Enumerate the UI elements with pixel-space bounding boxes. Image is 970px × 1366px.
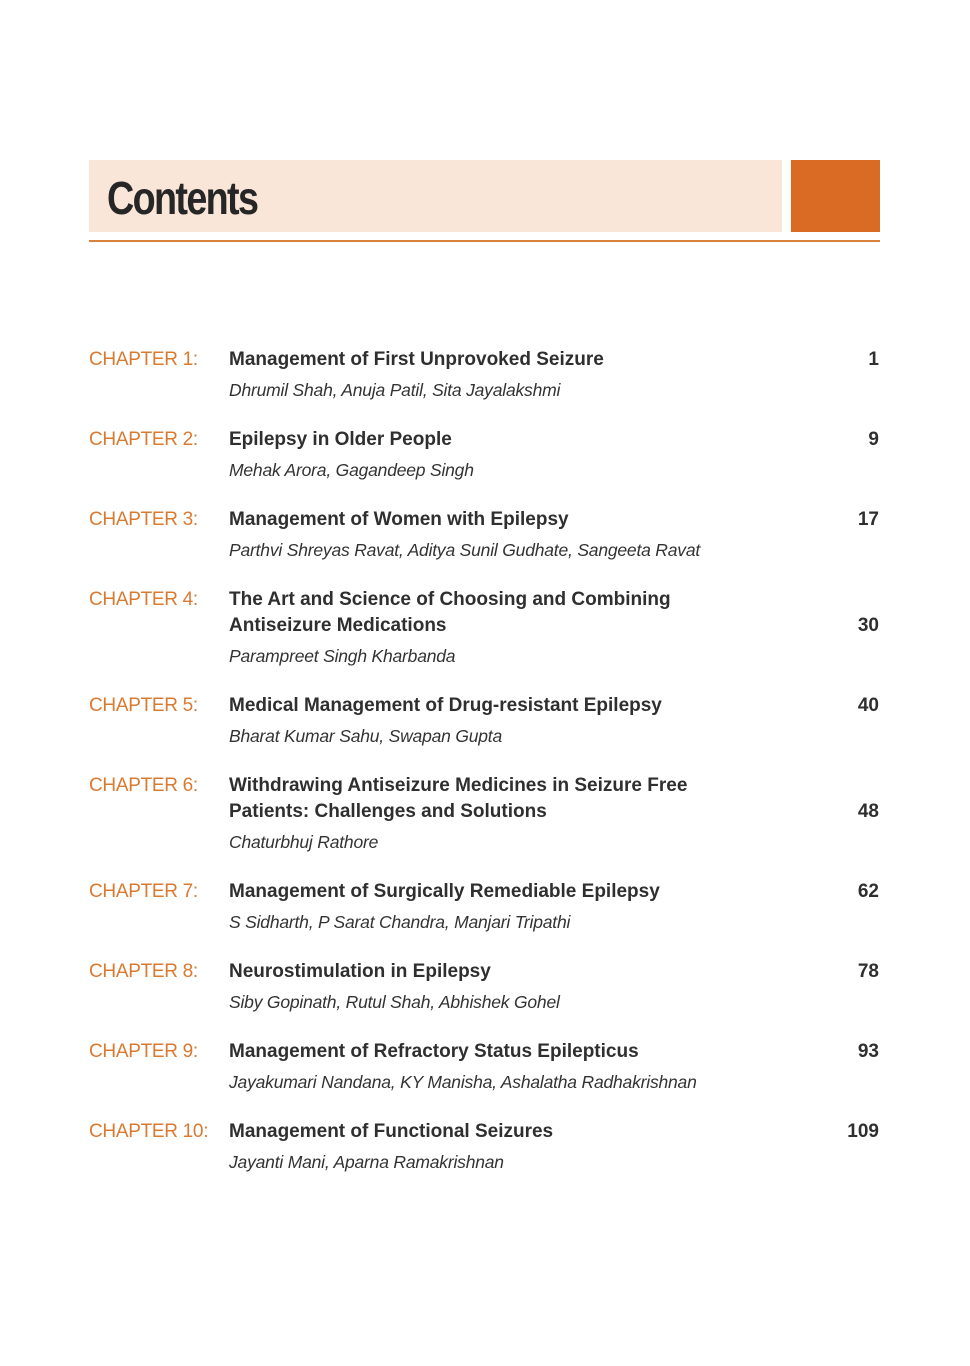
chapter-label: CHAPTER 7: xyxy=(89,881,198,902)
chapter-title-row xyxy=(229,1039,879,1065)
page-number: 62 xyxy=(857,881,879,902)
chapter-label: CHAPTER 10: xyxy=(89,1121,209,1142)
page-number: 40 xyxy=(857,695,879,716)
chapter-title[interactable] xyxy=(229,1119,819,1145)
table-of-contents xyxy=(89,347,879,1199)
chapter-title-line: Medical Management of Drug-resistant Epilepsy xyxy=(229,695,662,716)
page-number: 48 xyxy=(857,801,879,822)
chapter-title-line: Management of Refractory Status Epilepticus xyxy=(229,1041,639,1062)
toc-entry[interactable] xyxy=(89,507,879,565)
chapter-body xyxy=(229,507,879,565)
page-number: 30 xyxy=(857,615,879,636)
toc-entry[interactable] xyxy=(89,879,879,937)
chapter-title-row xyxy=(229,773,879,825)
chapter-title[interactable] xyxy=(229,959,819,985)
contents-header-band xyxy=(89,160,782,232)
chapter-body xyxy=(229,773,879,857)
chapter-title-line: Management of Functional Seizures xyxy=(229,1121,554,1142)
toc-entry[interactable] xyxy=(89,587,879,671)
chapter-title-line: The Art and Science of Choosing and Combining xyxy=(229,589,671,610)
chapter-authors: S Sidharth, P Sarat Chandra, Manjari Tripathi xyxy=(229,912,571,932)
chapter-body xyxy=(229,879,879,937)
chapter-title-line: Epilepsy in Older People xyxy=(229,429,452,450)
chapter-body xyxy=(229,1119,879,1177)
chapter-title-line: Patients: Challenges and Solutions xyxy=(229,801,547,822)
chapter-title-line: Management of Surgically Remediable Epilepsy xyxy=(229,881,660,902)
chapter-title-row xyxy=(229,587,879,639)
chapter-authors: Parthvi Shreyas Ravat, Aditya Sunil Gudhate, Sangeeta Ravat xyxy=(229,540,701,560)
chapter-title-row xyxy=(229,347,879,373)
chapter-body xyxy=(229,587,879,671)
chapter-authors: Jayanti Mani, Aparna Ramakrishnan xyxy=(229,1152,504,1172)
page-number: 93 xyxy=(857,1041,879,1062)
chapter-title-line: Management of First Unprovoked Seizure xyxy=(229,349,604,370)
chapter-title[interactable] xyxy=(229,879,819,905)
chapter-title-line: Antiseizure Medications xyxy=(229,615,447,636)
chapter-label: CHAPTER 5: xyxy=(89,695,198,716)
page-number: 78 xyxy=(857,961,879,982)
page-title: Contents xyxy=(107,172,258,224)
header-divider xyxy=(89,240,880,242)
chapter-title-row xyxy=(229,693,879,719)
chapter-title-row xyxy=(229,879,879,905)
chapter-title[interactable] xyxy=(229,773,819,825)
toc-entry[interactable] xyxy=(89,1119,879,1177)
chapter-title-row xyxy=(229,507,879,533)
chapter-label: CHAPTER 9: xyxy=(89,1041,198,1062)
chapter-authors: Siby Gopinath, Rutul Shah, Abhishek Gohel xyxy=(229,992,560,1012)
chapter-body xyxy=(229,959,879,1017)
toc-entry[interactable] xyxy=(89,1039,879,1097)
chapter-body xyxy=(229,427,879,485)
chapter-authors: Mehak Arora, Gagandeep Singh xyxy=(229,460,474,480)
chapter-authors: Jayakumari Nandana, KY Manisha, Ashalatha Radhakrishnan xyxy=(229,1072,697,1092)
toc-entry[interactable] xyxy=(89,347,879,405)
toc-entry[interactable] xyxy=(89,693,879,751)
chapter-authors: Dhrumil Shah, Anuja Patil, Sita Jayalakshmi xyxy=(229,380,561,400)
chapter-body xyxy=(229,1039,879,1097)
toc-entry[interactable] xyxy=(89,427,879,485)
chapter-label: CHAPTER 1: xyxy=(89,349,198,370)
chapter-label: CHAPTER 3: xyxy=(89,509,198,530)
page-number: 9 xyxy=(868,429,879,450)
chapter-title-row xyxy=(229,1119,879,1145)
chapter-authors: Chaturbhuj Rathore xyxy=(229,832,379,852)
chapter-title[interactable] xyxy=(229,587,819,639)
page-number: 109 xyxy=(847,1121,879,1142)
chapter-title-line: Management of Women with Epilepsy xyxy=(229,509,569,530)
chapter-authors: Bharat Kumar Sahu, Swapan Gupta xyxy=(229,726,502,746)
chapter-title-line: Neurostimulation in Epilepsy xyxy=(229,961,491,982)
page-number: 17 xyxy=(857,509,879,530)
chapter-body xyxy=(229,347,879,405)
chapter-title-line: Withdrawing Antiseizure Medicines in Seizure Free xyxy=(229,775,688,796)
chapter-label: CHAPTER 2: xyxy=(89,429,198,450)
chapter-title-row xyxy=(229,959,879,985)
chapter-label: CHAPTER 4: xyxy=(89,589,198,610)
chapter-authors: Parampreet Singh Kharbanda xyxy=(229,646,456,666)
chapter-title[interactable] xyxy=(229,507,819,533)
chapter-body xyxy=(229,693,879,751)
chapter-title[interactable] xyxy=(229,347,819,373)
chapter-label: CHAPTER 6: xyxy=(89,775,198,796)
page-number: 1 xyxy=(868,349,879,370)
toc-entry[interactable] xyxy=(89,773,879,857)
accent-square xyxy=(791,160,880,232)
chapter-label: CHAPTER 8: xyxy=(89,961,198,982)
toc-entry[interactable] xyxy=(89,959,879,1017)
chapter-title[interactable] xyxy=(229,693,819,719)
chapter-title[interactable] xyxy=(229,427,819,453)
chapter-title[interactable] xyxy=(229,1039,819,1065)
chapter-title-row xyxy=(229,427,879,453)
